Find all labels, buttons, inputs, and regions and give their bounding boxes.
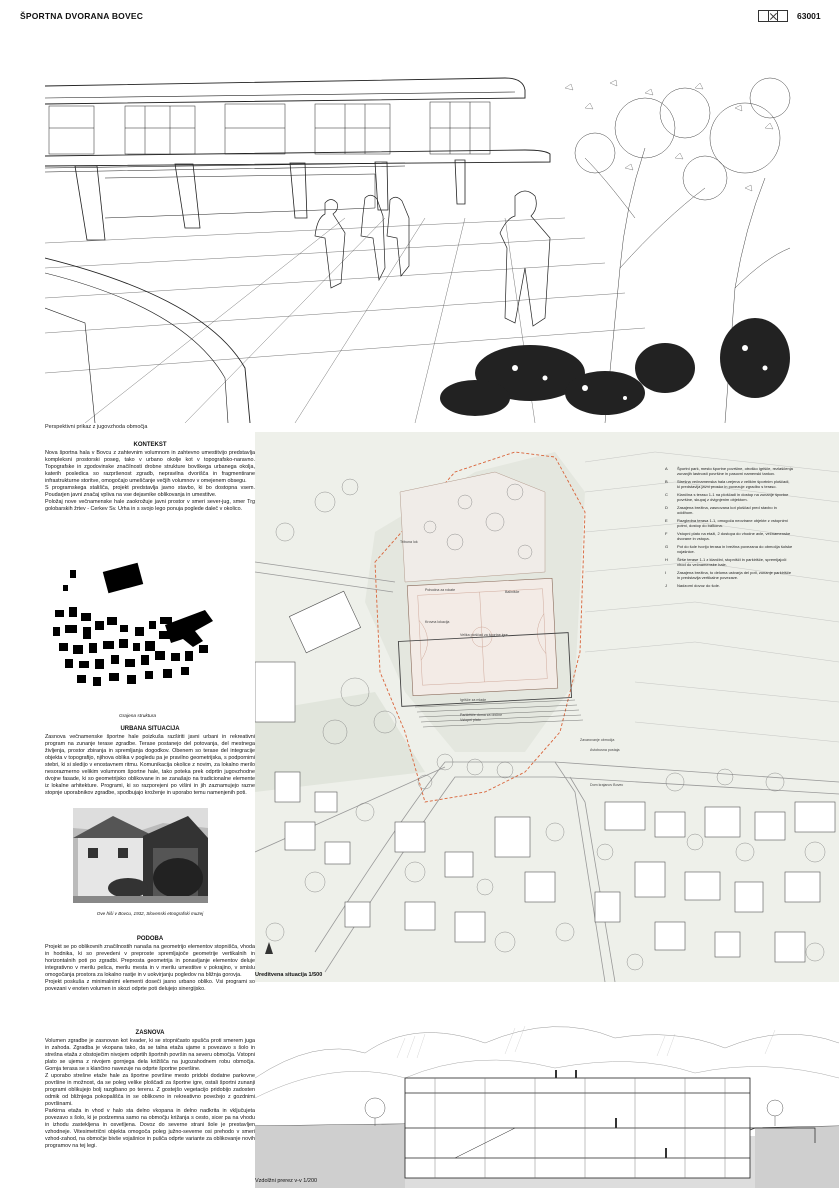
plan-label: Parkirišče doma za občine [460,713,503,717]
plan-label: Zavarovanje območja [580,738,615,742]
plan-label: Pohodna za rokate [425,588,456,592]
concept-paragraph: Volumen zgradbe je zasnovan kot kvader, ki se stopničasto spušča proti smerem juga in zahoda. Zgradba je vkopana tako, da se talna etaža ujame s povezavo s šolo in strešna etaža z obstoječim nivojem odprtih športnih površin na severu območja. Vstopni plato se ujema z nivojem gornjega dela križišča na jugozahodnem robu območja. Gornja terasa se s klančino navezuje na odprte športne površine. [45,1038,255,1072]
urban-section [45,726,255,797]
entry-logo-icon [758,10,788,22]
legend-item: E Razgledna terasa 1-1, omogoča neovirane objekte z vstopnimi potmi, dostop do balkona. [665,518,788,528]
plan-label: Tribuna lok [400,540,418,544]
perspective-caption: Perspektivni prikaz z jugovzhoda območja [45,424,148,430]
context-heading: KONTEKST [133,442,167,448]
form-paragraph: Projekt poskuša z minimalnimi elementi doseči jasno urbano obliko. Vsi programi so povezani v enoten volumen in skozi odprte poti delujejo sinergijsko. [45,979,255,992]
legend-item: F Vstopni plato na etaži, 2 dostopa do vhodne avle, večnamenske dvorane in vstopa. [665,531,791,541]
photo-caption: Ove hiši v Bovcu, 1932, Slovenski etnografski muzej [96,911,204,916]
urban-paragraph: Zasnova večnamenske športne hale poizkuša razširiti javni urbani in rekreativni program na zunanje terase zgradbe. Terase postanejo del potovanja, del mestnega življenja, prostor zbiranja in spremljanja dogodkov. Obenem so terase del integracije objekta v topografijo, njihova oblika v pogledu pa je pravilno geometrijska, s podpornimi stebri, ki si sledijo v enostavnem ritmu. Komunikacija okolice z novim, za lokalno merilo nesorazmerno velikim volumnom športne hale, tako poteka prek odprtin jugovzhodne dvojne fasade, ki so geometrijsko oblikovane in se zanašajo na tradicionalne elemente iz lokalne arhitekture. Programi, ki so razporejeni po višini in jih zaznamujejo razne stopnje uporabnikov zgradbe, spodbujajo kroženje in uporabo temu namenjenih poti. [45,734,255,796]
context-section [45,442,255,513]
legend-item: H Širše terase 1-1 z klančini, stopnišči in parkirišče, spremljajoči vhod do večnamenske hale. [665,557,787,567]
legend-item: G Pot do šole tvorijo terasa in brežina povezana do območja šolske vojašnice. [665,544,793,554]
historic-photo [73,808,208,903]
context-paragraph: Nova športna hala v Bovcu z zahtevnim volumnom in zahtevno umestitvijo predstavlja kompleksni prostorski poseg, tako v urbano okolje kot v topografsko-naravno. Topografske in zgodovinske značilnosti drobne strukture bovškega urbanega okolja, katerih posledica so razpršenost zgradb, nepravilna dvorišča in fragmentirane infrastrukturne storitve, omogočajo umeščanje večjih volumnov v omejenem obsegu. [45,450,255,484]
context-paragraph: Položaj nove večnamenske hale zaokrožuje javni prostor v smeri sever-jug, smer Trg golobarskih žrtev - Cerkev Sv. Urha in s svojo lego ponuja poglede daleč v okolico. [45,499,255,512]
form-heading: PODOBA [136,936,164,942]
plan-label: Velika ploščad za športne igre [460,633,508,637]
form-section [45,936,255,993]
grain-caption: Grajena struktura [118,714,157,719]
figure-ground-diagram [45,555,230,705]
plan-legend [665,466,793,591]
plan-label: Balinišče [505,590,520,594]
perspective-drawing [45,68,795,423]
legend-item: A Športni park, mesto športne površine, otroško igrišče, rezlaščenja zunanjih lastnosti površine in pasovni namenski tankov. [665,466,793,476]
legend-item: C Klančina s teraso 1-1 na ploščadi in dostop na zunanje športne površine, skupaj z dvignjenim objektom. [665,492,789,502]
form-paragraph: Projekt se po oblikovnih značilnostih nanaša na geometrijo elementov stopnišča, vhoda in hodnika, ki so prevedeni v preproste spremljajoče geometrije vertikalnih in horizontalnih poti po zgradbi. Preprosta geometrija in ponavljanje elementov deluje integrativno v merilu pešca, merilu mesta in v merilu umestitve v pokrajino, v smislu omogočanja prostora za lokalno rastje in v uokvirjanju pogledov na bližnja gorovja. [45,944,255,978]
entry-code: 63001 [797,11,821,21]
plan-label: Igrišče za mlade [460,698,487,702]
section-caption: Vzdolžni prerez v-v 1/200 [255,1178,318,1184]
context-paragraph: S programskega stališča, projekt predstavlja javno stavbo, ki bo dostopna vsem. Poudarjen javni značaj vpliva na vse dejavnike oblikovanja in umestitve. [45,485,255,498]
plan-label: Avtobusna postaja [590,748,620,752]
longitudinal-section [255,1008,839,1188]
page-title: ŠPORTNA DVORANA BOVEC [20,11,144,21]
concept-section [45,1030,255,1150]
concept-paragraph: Parkirna etaža in vhod v halo sta delno vkopana in delno nadkrita in vključujeta povezavo s šolo, ki je podzemna samo na območju križanja s cesto, sicer pa na vhodu in izhodu zastekljena in osvetljena. Dovoz do severne strani šole je prestavljen vzhodneje. Vitesimetrični objekta omogoča poleg južno-severne osi prehodo v smeri vzhod-zahod, na območje bivše vojašnice in pušča odprte variante za oblikovanje novih programov na tej legi. [45,1108,255,1149]
legend-item: D Zasajena brežina, zasnovana kot ploščad pred stavbo in oddihom. [665,505,777,515]
concept-heading: ZASNOVA [135,1030,165,1036]
plan-label: Vstopni plato [460,718,481,722]
legend-item: B Strešna večnamenska hala urejena z velikim športnim ploščadi, ki predstavlja javni prostor in povezuje zgradbo s teraso. [665,479,790,489]
plan-label: Dom krajanov Bovec [590,783,624,787]
plan-label: Krovna lokacija [425,620,450,624]
urban-heading: URBANA SITUACIJA [120,726,180,732]
legend-item: J Nadzorni dovoz do šole. [665,583,720,588]
legend-item: I Zasajena brežina, to deloma ustvarja del poti, zunanje parkirišče in predstavlja vertikalne povezave. [665,570,792,580]
plan-caption: Ureditvena situacija 1/500 [255,972,323,978]
concept-paragraph: Z uporabo strešne etaže hale za športne površine mesto pridobi dodatne parkovne površine in možnost, da se poleg velike ploščadi za športne igre, ostali športni zunanji programi oblikujejo bolj razgibano po terenu. Z gostejšo vegetacijo pridobijo zadosten odmik od bližnjega pokopališča in se oblikovno in rekreativno povežejo z gozdnimi površinami. [45,1073,255,1107]
